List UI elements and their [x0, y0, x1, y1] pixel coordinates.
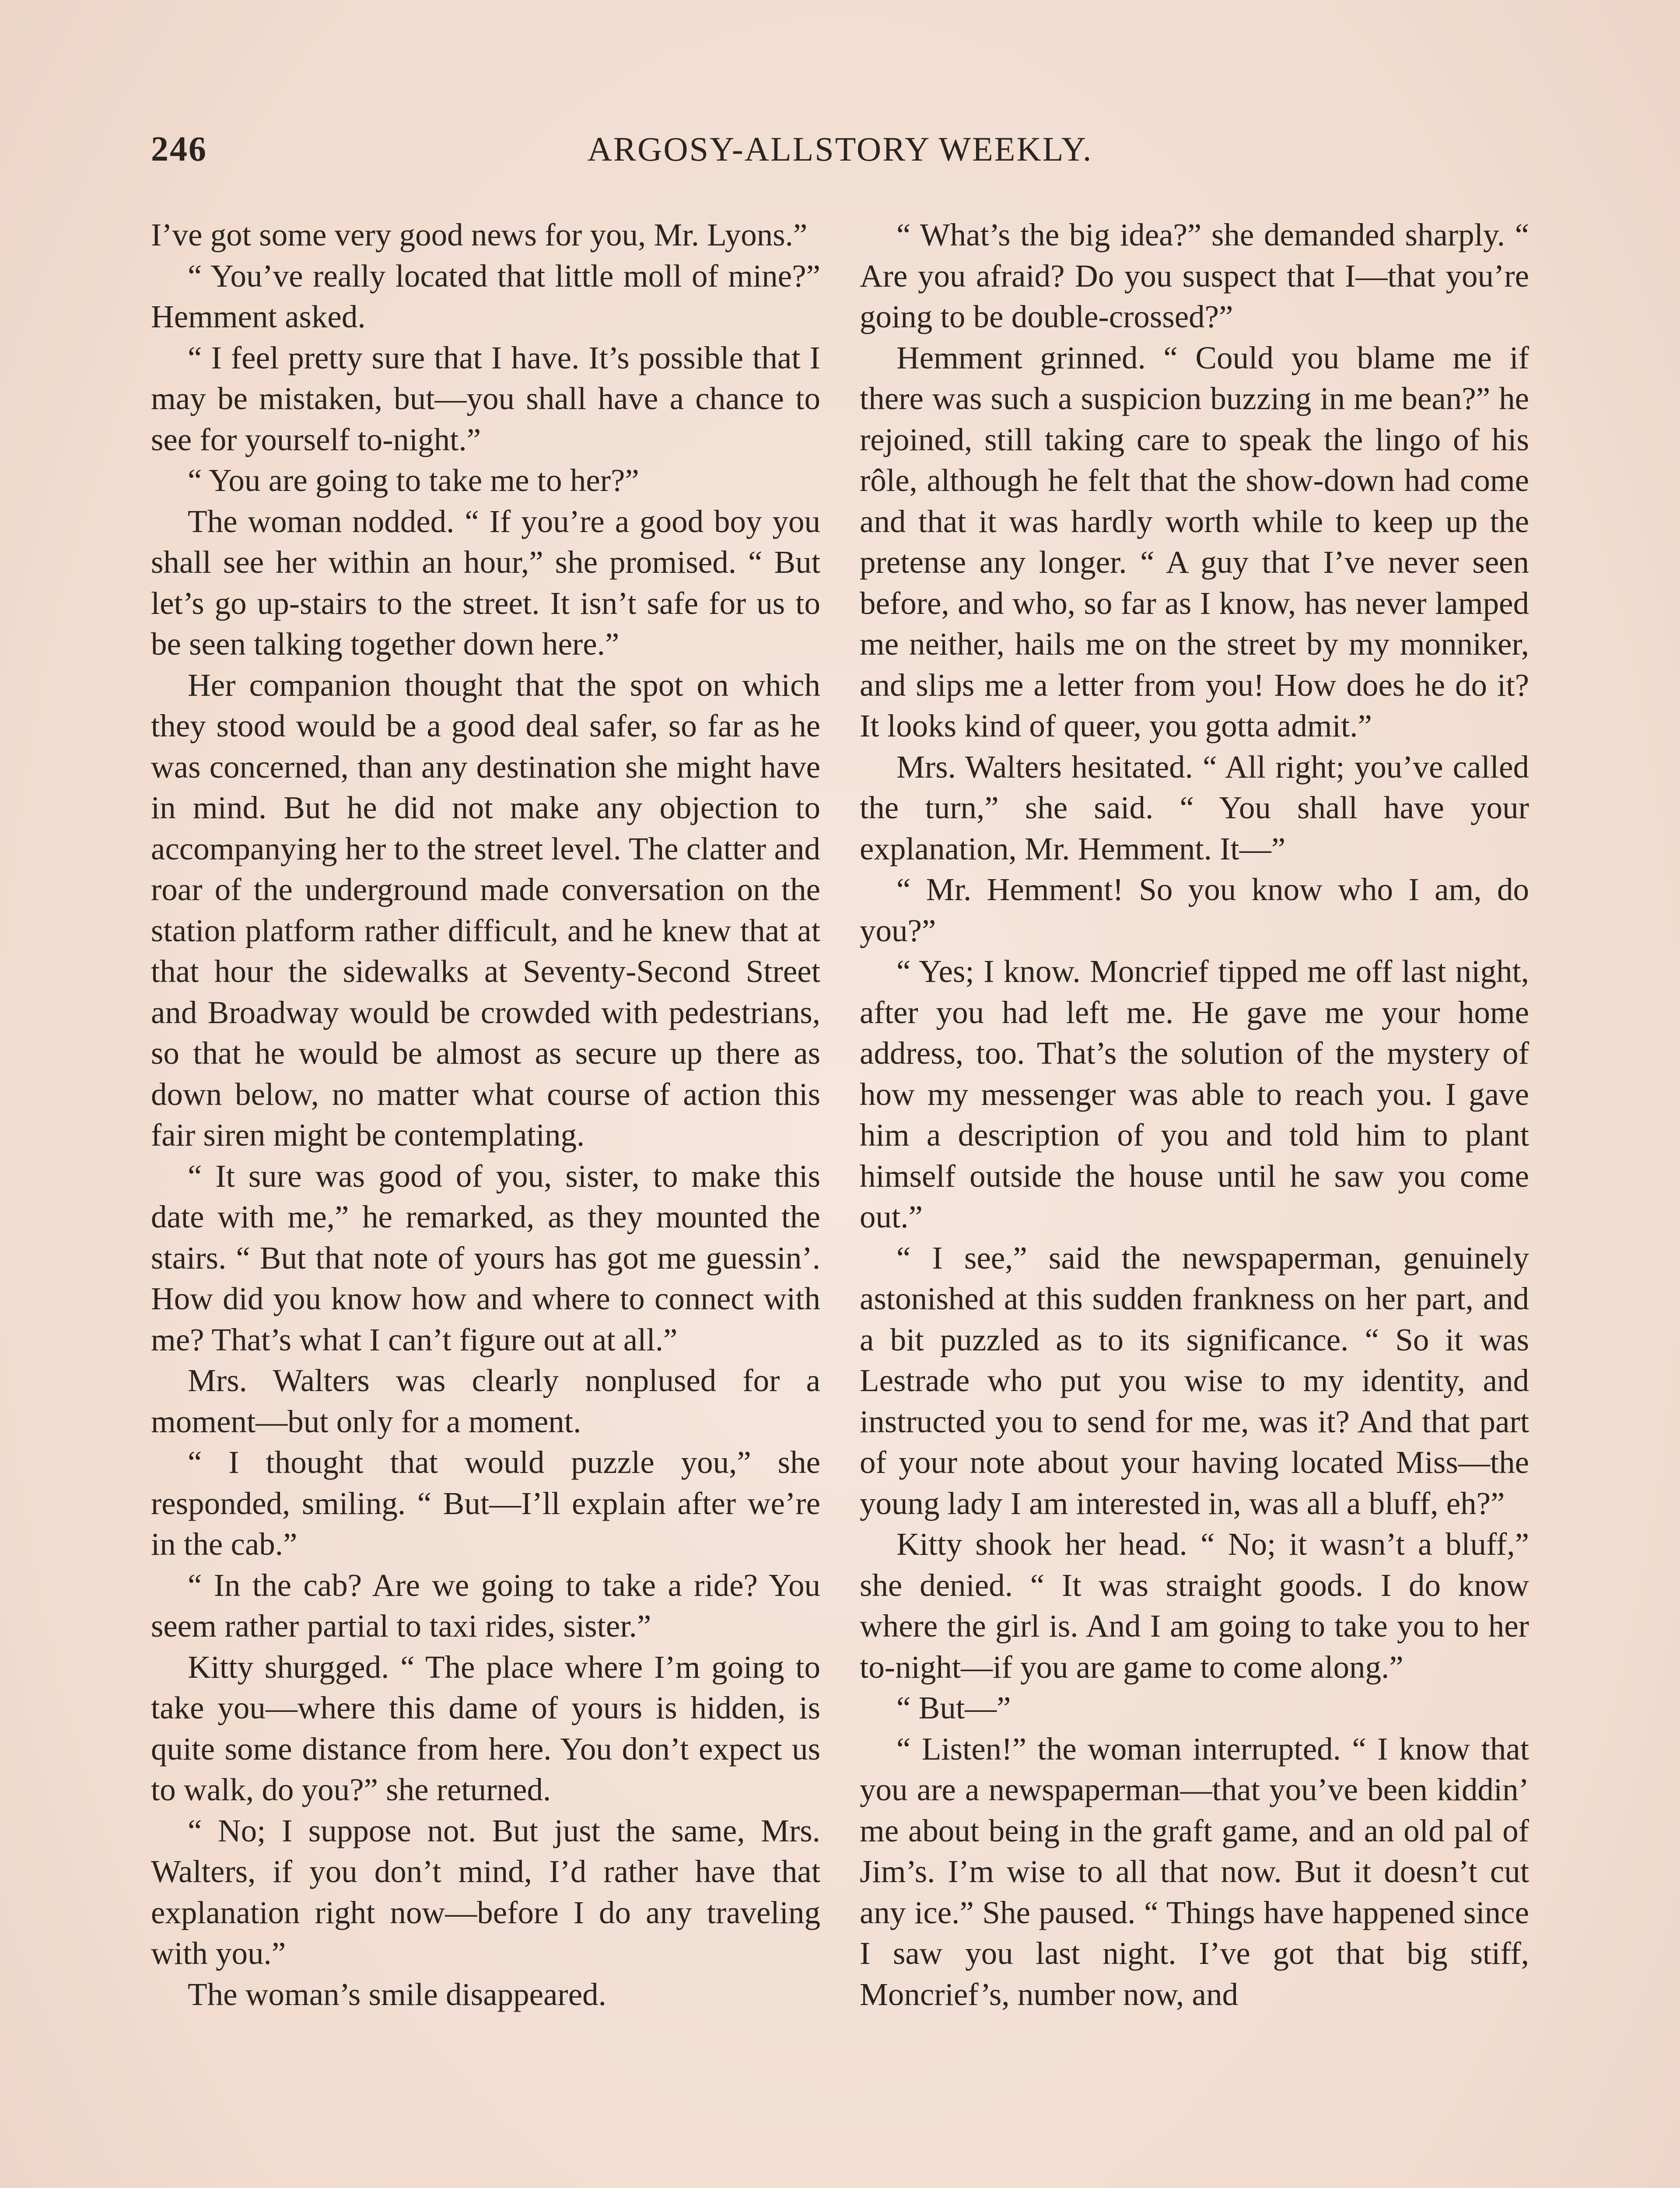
page-number: 246: [151, 130, 207, 168]
paragraph: “ Mr. Hemment! So you know who I am, do you?”: [860, 872, 1529, 948]
paragraph: I’ve got some very good news for you, Mr. Lyons.”: [151, 217, 808, 252]
paragraph: Kitty shook her head. “ No; it wasn’t a bluff,” she denied. “ It was straight goods. I do know where the girl is. And I am going to take you to her to-night—if you are game to come along.”: [860, 1526, 1529, 1685]
paragraph: Kitty shurgged. “ The place where I’m going to take you—where this dame of yours is hidden, is quite some distance from here. You don’t expect us to walk, do you?” she returned.: [151, 1649, 820, 1807]
paragraph: “ No; I suppose not. But just the same, Mrs. Walters, if you don’t mind, I’d rather have that explanation right now—before I do any traveling with you.”: [151, 1813, 820, 1971]
paragraph: Mrs. Walters hesitated. “ All right; you’ve called the turn,” she said. “ You shall have your explanation, Mr. Hemment. It—”: [860, 749, 1529, 866]
running-head: ARGOSY-ALLSTORY WEEKLY.: [587, 130, 1093, 168]
paragraph: “ Yes; I know. Moncrief tipped me off last night, after you had left me. He gave me your home address, too. That’s the solution of the mystery of how my messenger was able to reach you. I gave him a description of you and told him to plant himself outside the house until he saw you come out.”: [860, 954, 1529, 1234]
paragraph: “ You are going to take me to her?”: [188, 463, 639, 498]
paragraph: “ I feel pretty sure that I have. It’s possible that I may be mistaken, but—you shall have a chance to see for yourself to-night.”: [151, 340, 820, 457]
left-column: [151, 214, 820, 2015]
paragraph: “ In the cab? Are we going to take a ride? You seem rather partial to taxi rides, sister.”: [151, 1567, 820, 1644]
paragraph: Her companion thought that the spot on which they stood would be a good deal safer, so far as he was concerned, than any destination she might have in mind. But he did not make any objection to accompanying her to the street level. The clatter and roar of the underground made conversation on the station platform rather difficult, and he knew that at that hour the sidewalks at Seventy-Second Street and Broadway would be crowded with pedestrians, so that he would be almost as secure up there as down below, no matter what course of action this fair siren might be contemplating.: [151, 667, 820, 1153]
paragraph: “ Listen!” the woman interrupted. “ I know that you are a newspaperman—that you’ve been kiddin’ me about being in the graft game, and an old pal of Jim’s. I’m wise to all that now. But it doesn’t cut any ice.” She paused. “ Things have happened since I saw you last night. I’ve got that big stiff, Moncrief’s, number now, and: [860, 1731, 1529, 2012]
paragraph: The woman nodded. “ If you’re a good boy you shall see her within an hour,” she promised. “ But let’s go up-stairs to the street. It isn’t safe for us to be seen talking together down here.”: [151, 503, 820, 662]
right-column: [860, 214, 1529, 2015]
paragraph: “ But—”: [896, 1690, 1011, 1725]
paragraph: Hemment grinned. “ Could you blame me if there was such a suspicion buzzing in me bean?” he rejoined, still taking care to speak the lingo of his rôle, although he felt that the show-down had come and that it was hardly worth while to keep up the pretense any longer. “ A guy that I’ve never seen before, and who, so far as I know, has never lamped me neither, hails me on the street by my monniker, and slips me a letter from you! How does he do it? It looks kind of queer, you gotta admit.”: [860, 340, 1529, 743]
paragraph: The woman’s smile disappeared.: [188, 1976, 606, 2012]
paragraph: “ What’s the big idea?” she demanded sharply. “ Are you afraid? Do you suspect that I—that you’re going to be double-crossed?”: [860, 217, 1529, 334]
page-header: [151, 130, 1529, 178]
paragraph: “ I thought that would puzzle you,” she responded, smiling. “ But—I’ll explain after we’re in the cab.”: [151, 1445, 820, 1562]
paragraph: “ You’ve really located that little moll of mine?” Hemment asked.: [151, 258, 820, 334]
paragraph: “ I see,” said the newspaperman, genuinely astonished at this sudden frankness on her part, and a bit puzzled as to its significance. “ So it was Lestrade who put you wise to my identity, and instructed you to send for me, was it? And that part of your note about your having located Miss—the young lady I am interested in, was all a bluff, eh?”: [860, 1240, 1529, 1521]
paragraph: “ It sure was good of you, sister, to make this date with me,” he remarked, as they mounted the stairs. “ But that note of yours has got me guessin’. How did you know how and where to connect with me? That’s what I can’t figure out at all.”: [151, 1158, 820, 1357]
paragraph: Mrs. Walters was clearly nonplused for a moment—but only for a moment.: [151, 1363, 820, 1439]
